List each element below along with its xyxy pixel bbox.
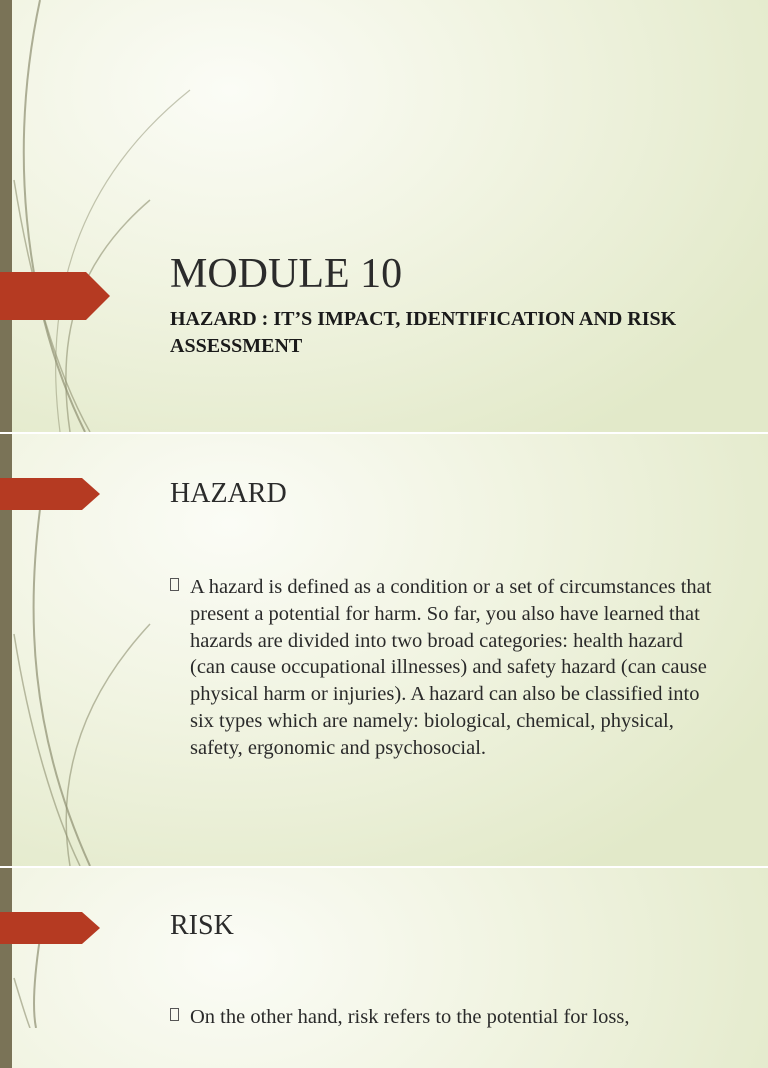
accent-tab — [0, 912, 100, 944]
square-bullet-icon — [170, 578, 179, 591]
module-subtitle: HAZARD : IT’S IMPACT, IDENTIFICATION AND RISK ASSESSMENT — [170, 308, 677, 357]
hazard-definition-text: A hazard is defined as a condition or a set of circumstances that present a potential for harm. So far, you also have learned that hazards are divided into two broad categories: health hazard (can cause occupational illnesses) and safety hazard (can cause physical harm or injuries). A hazard can also be classified into six types which are namely: biological, chemical, physical, safety, ergonomic and psychosocial. — [190, 576, 712, 759]
accent-tab — [0, 478, 100, 510]
section-heading-risk: RISK — [170, 910, 234, 941]
hazard-slide — [0, 434, 768, 866]
risk-bullet — [170, 1004, 720, 1031]
section-heading-hazard: HAZARD — [170, 478, 287, 509]
decorative-curves — [0, 0, 240, 432]
module-title: MODULE 10 — [170, 251, 403, 297]
risk-slide — [0, 868, 768, 1068]
hazard-bullet — [170, 574, 720, 762]
square-bullet-icon — [170, 1008, 179, 1021]
risk-definition-text: On the other hand, risk refers to the potential for loss, — [190, 1006, 630, 1028]
title-slide — [0, 0, 768, 432]
